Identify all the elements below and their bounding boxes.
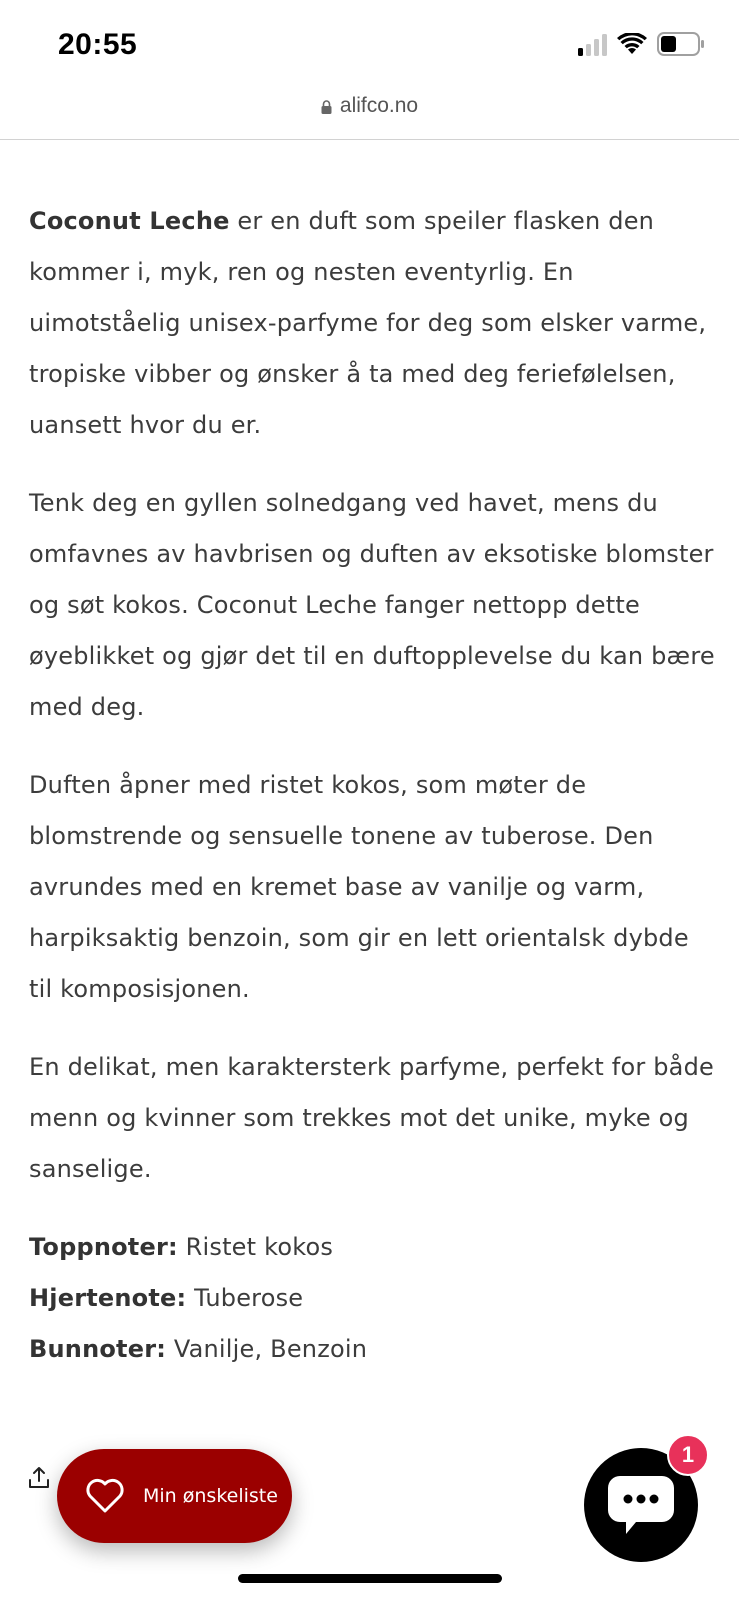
- url-display[interactable]: [321, 94, 418, 118]
- lock-icon: [321, 100, 332, 114]
- signal-icon: [578, 32, 607, 56]
- chat-bubble-icon: [606, 1472, 676, 1538]
- battery-icon: [657, 32, 705, 56]
- fragrance-notes: [29, 1222, 719, 1375]
- product-name: Coconut Leche: [29, 207, 230, 235]
- description-paragraph-1: Coconut Leche er en duft som speiler flasken den kommer i, myk, ren og nesten eventyrlig. En uimotståelig unisex-parfyme for deg som elsker varme, tropiske vibber og ønsker å ta med deg feriefølelsen, uansett hvor du er.: [29, 207, 707, 439]
- notes-heart: Hjertenote: Tuberose: [29, 1284, 304, 1312]
- description-paragraph-4: En delikat, men karaktersterk parfyme, perfekt for både menn og kvinner som trekkes mot det unike, myke og sanselige.: [29, 1053, 714, 1183]
- wishlist-label: Min ønskeliste: [143, 1485, 278, 1507]
- status-time: 20:55: [58, 28, 138, 61]
- description-paragraph-3: Duften åpner med ristet kokos, som møter de blomstrende og sensuelle tonene av tuberose. Den avrundes med en kremet base av vanilje og varm, harpiksaktig benzoin, som gir en lett orientalsk dybde til komposisjonen.: [29, 771, 689, 1003]
- share-icon[interactable]: [28, 1466, 50, 1490]
- status-bar: [0, 0, 739, 88]
- wifi-icon: [617, 33, 647, 55]
- notes-base: Bunnoter: Vanilje, Benzoin: [29, 1335, 368, 1363]
- home-indicator[interactable]: [238, 1574, 502, 1583]
- address-bar[interactable]: [0, 88, 739, 140]
- wishlist-button[interactable]: [57, 1449, 292, 1543]
- status-icons: [578, 32, 705, 56]
- url-text: alifco.no: [339, 94, 419, 117]
- description-paragraph-2: Tenk deg en gyllen solnedgang ved havet, mens du omfavnes av havbrisen og duften av eksotiske blomster og søt kokos. Coconut Leche fanger nettopp dette øyeblikket og gjør det til en duftopplevelse du kan bære med deg.: [29, 489, 715, 721]
- product-description: [29, 140, 719, 1375]
- chat-notification-badge: 1: [667, 1434, 709, 1476]
- heart-icon: [85, 1478, 125, 1514]
- notes-top: Toppnoter: Ristet kokos: [29, 1233, 334, 1261]
